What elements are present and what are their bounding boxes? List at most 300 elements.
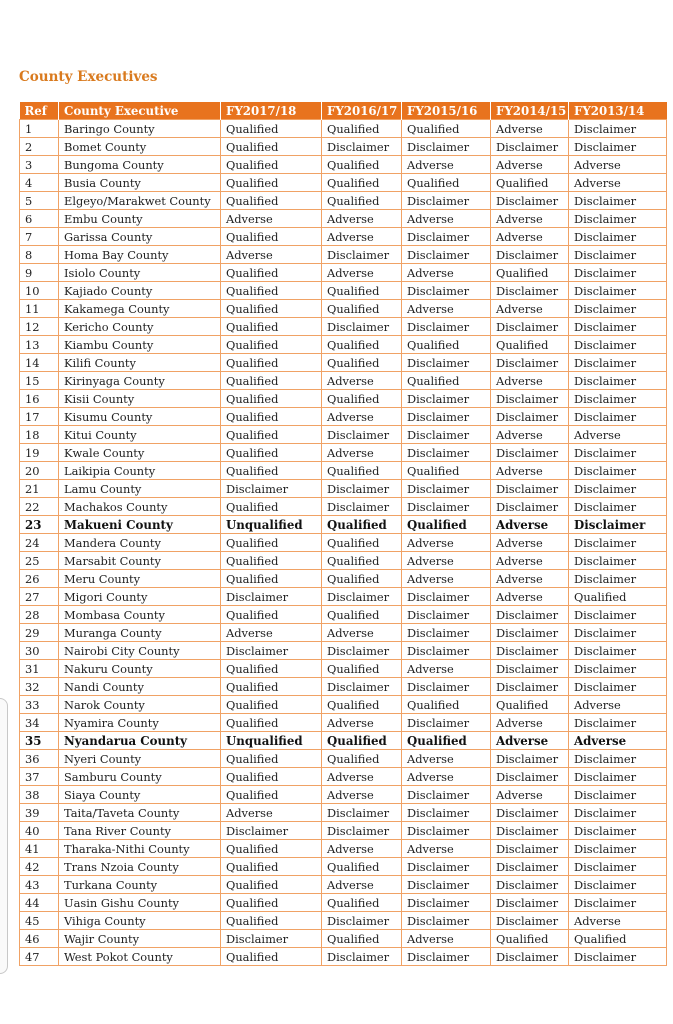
cell-fy2016-17: Disclaimer <box>322 138 402 156</box>
table-row <box>20 948 667 966</box>
cell-fy2015-16: Qualified <box>402 516 491 534</box>
cell-fy2015-16: Disclaimer <box>402 786 491 804</box>
cell-fy2017-18: Disclaimer <box>221 480 322 498</box>
cell-ref: 10 <box>20 282 59 300</box>
cell-fy2015-16: Disclaimer <box>402 876 491 894</box>
cell-fy2014-15: Adverse <box>491 156 569 174</box>
cell-fy2017-18: Qualified <box>221 912 322 930</box>
cell-county: Marsabit County <box>59 552 221 570</box>
cell-ref: 5 <box>20 192 59 210</box>
cell-fy2015-16: Adverse <box>402 930 491 948</box>
table-row <box>20 750 667 768</box>
cell-fy2017-18: Qualified <box>221 228 322 246</box>
cell-fy2013-14: Disclaimer <box>569 390 667 408</box>
cell-county: Bomet County <box>59 138 221 156</box>
cell-fy2017-18: Adverse <box>221 804 322 822</box>
cell-fy2013-14: Disclaimer <box>569 282 667 300</box>
cell-county: Busia County <box>59 174 221 192</box>
cell-fy2017-18: Qualified <box>221 426 322 444</box>
cell-fy2016-17: Disclaimer <box>322 480 402 498</box>
cell-fy2013-14: Disclaimer <box>569 516 667 534</box>
cell-fy2013-14: Disclaimer <box>569 480 667 498</box>
cell-fy2017-18: Qualified <box>221 948 322 966</box>
cell-ref: 14 <box>20 354 59 372</box>
cell-fy2014-15: Disclaimer <box>491 480 569 498</box>
cell-fy2014-15: Disclaimer <box>491 408 569 426</box>
cell-fy2014-15: Qualified <box>491 174 569 192</box>
cell-fy2017-18: Qualified <box>221 750 322 768</box>
cell-fy2017-18: Adverse <box>221 246 322 264</box>
table-row <box>20 804 667 822</box>
cell-fy2015-16: Adverse <box>402 300 491 318</box>
cell-ref: 36 <box>20 750 59 768</box>
cell-fy2014-15: Disclaimer <box>491 498 569 516</box>
cell-fy2015-16: Disclaimer <box>402 246 491 264</box>
cell-fy2014-15: Adverse <box>491 516 569 534</box>
cell-fy2014-15: Disclaimer <box>491 444 569 462</box>
cell-county: Trans Nzoia County <box>59 858 221 876</box>
table-row <box>20 912 667 930</box>
table-row <box>20 264 667 282</box>
cell-fy2016-17: Qualified <box>322 336 402 354</box>
cell-fy2017-18: Qualified <box>221 408 322 426</box>
cell-fy2015-16: Disclaimer <box>402 606 491 624</box>
cell-fy2017-18: Qualified <box>221 156 322 174</box>
cell-fy2014-15: Adverse <box>491 426 569 444</box>
cell-fy2015-16: Qualified <box>402 120 491 138</box>
table-row <box>20 930 667 948</box>
cell-fy2016-17: Qualified <box>322 732 402 750</box>
cell-fy2014-15: Disclaimer <box>491 642 569 660</box>
cell-fy2016-17: Disclaimer <box>322 822 402 840</box>
cell-county: Kakamega County <box>59 300 221 318</box>
cell-ref: 3 <box>20 156 59 174</box>
cell-fy2016-17: Adverse <box>322 444 402 462</box>
cell-county: Kirinyaga County <box>59 372 221 390</box>
cell-fy2017-18: Qualified <box>221 876 322 894</box>
cell-county: Wajir County <box>59 930 221 948</box>
table-row <box>20 480 667 498</box>
table-row <box>20 822 667 840</box>
table-row <box>20 552 667 570</box>
cell-fy2017-18: Qualified <box>221 300 322 318</box>
cell-fy2013-14: Disclaimer <box>569 840 667 858</box>
table-row <box>20 606 667 624</box>
table-row <box>20 786 667 804</box>
cell-ref: 4 <box>20 174 59 192</box>
cell-fy2016-17: Qualified <box>322 552 402 570</box>
cell-fy2015-16: Adverse <box>402 264 491 282</box>
cell-ref: 21 <box>20 480 59 498</box>
cell-fy2017-18: Unqualified <box>221 732 322 750</box>
cell-fy2016-17: Adverse <box>322 228 402 246</box>
cell-fy2013-14: Adverse <box>569 696 667 714</box>
cell-fy2015-16: Adverse <box>402 552 491 570</box>
cell-county: Migori County <box>59 588 221 606</box>
cell-fy2017-18: Disclaimer <box>221 822 322 840</box>
cell-fy2014-15: Disclaimer <box>491 804 569 822</box>
cell-fy2017-18: Qualified <box>221 840 322 858</box>
cell-fy2014-15: Qualified <box>491 336 569 354</box>
cell-ref: 47 <box>20 948 59 966</box>
table-row <box>20 732 667 750</box>
cell-fy2013-14: Qualified <box>569 588 667 606</box>
cell-fy2014-15: Adverse <box>491 714 569 732</box>
cell-fy2015-16: Adverse <box>402 570 491 588</box>
cell-fy2016-17: Adverse <box>322 210 402 228</box>
cell-fy2014-15: Disclaimer <box>491 948 569 966</box>
cell-fy2016-17: Disclaimer <box>322 804 402 822</box>
cell-fy2014-15: Disclaimer <box>491 138 569 156</box>
table-row <box>20 174 667 192</box>
cell-fy2015-16: Qualified <box>402 696 491 714</box>
cell-county: Laikipia County <box>59 462 221 480</box>
cell-fy2017-18: Qualified <box>221 678 322 696</box>
cell-fy2013-14: Disclaimer <box>569 264 667 282</box>
cell-fy2015-16: Disclaimer <box>402 714 491 732</box>
cell-county: Bungoma County <box>59 156 221 174</box>
cell-fy2015-16: Adverse <box>402 768 491 786</box>
table-row <box>20 246 667 264</box>
cell-county: Nakuru County <box>59 660 221 678</box>
cell-fy2015-16: Qualified <box>402 732 491 750</box>
table-row <box>20 354 667 372</box>
cell-fy2017-18: Qualified <box>221 786 322 804</box>
cell-fy2015-16: Adverse <box>402 210 491 228</box>
cell-fy2013-14: Disclaimer <box>569 804 667 822</box>
cell-ref: 44 <box>20 894 59 912</box>
cell-ref: 22 <box>20 498 59 516</box>
cell-fy2017-18: Qualified <box>221 282 322 300</box>
cell-ref: 2 <box>20 138 59 156</box>
table-row <box>20 498 667 516</box>
cell-fy2016-17: Qualified <box>322 462 402 480</box>
cell-fy2016-17: Qualified <box>322 858 402 876</box>
cell-fy2016-17: Disclaimer <box>322 426 402 444</box>
cell-fy2015-16: Disclaimer <box>402 390 491 408</box>
cell-fy2015-16: Disclaimer <box>402 858 491 876</box>
cell-ref: 18 <box>20 426 59 444</box>
cell-fy2017-18: Qualified <box>221 894 322 912</box>
cell-fy2013-14: Disclaimer <box>569 444 667 462</box>
cell-fy2017-18: Qualified <box>221 498 322 516</box>
cell-fy2013-14: Disclaimer <box>569 606 667 624</box>
cell-fy2014-15: Disclaimer <box>491 768 569 786</box>
cell-fy2013-14: Disclaimer <box>569 120 667 138</box>
cell-fy2013-14: Disclaimer <box>569 750 667 768</box>
cell-county: Homa Bay County <box>59 246 221 264</box>
cell-fy2014-15: Qualified <box>491 264 569 282</box>
cell-county: Nairobi City County <box>59 642 221 660</box>
cell-county: West Pokot County <box>59 948 221 966</box>
cell-fy2017-18: Adverse <box>221 210 322 228</box>
cell-fy2014-15: Disclaimer <box>491 912 569 930</box>
cell-fy2015-16: Disclaimer <box>402 912 491 930</box>
cell-fy2016-17: Qualified <box>322 174 402 192</box>
cell-fy2013-14: Disclaimer <box>569 210 667 228</box>
cell-fy2016-17: Disclaimer <box>322 498 402 516</box>
cell-fy2014-15: Qualified <box>491 696 569 714</box>
cell-fy2014-15: Disclaimer <box>491 894 569 912</box>
cell-fy2013-14: Disclaimer <box>569 714 667 732</box>
cell-ref: 43 <box>20 876 59 894</box>
cell-ref: 42 <box>20 858 59 876</box>
page-edge-tab <box>0 698 8 974</box>
cell-fy2017-18: Qualified <box>221 336 322 354</box>
table-row <box>20 714 667 732</box>
cell-fy2015-16: Disclaimer <box>402 444 491 462</box>
table-row <box>20 444 667 462</box>
cell-ref: 19 <box>20 444 59 462</box>
cell-fy2016-17: Qualified <box>322 516 402 534</box>
cell-fy2016-17: Qualified <box>322 156 402 174</box>
cell-fy2016-17: Qualified <box>322 192 402 210</box>
cell-fy2014-15: Adverse <box>491 120 569 138</box>
cell-fy2013-14: Disclaimer <box>569 894 667 912</box>
cell-fy2015-16: Disclaimer <box>402 948 491 966</box>
cell-fy2015-16: Adverse <box>402 534 491 552</box>
table-row <box>20 642 667 660</box>
cell-fy2016-17: Adverse <box>322 768 402 786</box>
cell-fy2017-18: Qualified <box>221 696 322 714</box>
cell-fy2013-14: Disclaimer <box>569 354 667 372</box>
cell-county: Uasin Gishu County <box>59 894 221 912</box>
cell-county: Kitui County <box>59 426 221 444</box>
cell-ref: 40 <box>20 822 59 840</box>
cell-fy2016-17: Adverse <box>322 786 402 804</box>
table-header-row <box>20 102 667 120</box>
cell-fy2017-18: Qualified <box>221 570 322 588</box>
cell-fy2014-15: Disclaimer <box>491 390 569 408</box>
cell-county: Taita/Taveta County <box>59 804 221 822</box>
cell-county: Mombasa County <box>59 606 221 624</box>
cell-fy2013-14: Disclaimer <box>569 246 667 264</box>
cell-fy2017-18: Disclaimer <box>221 642 322 660</box>
cell-ref: 25 <box>20 552 59 570</box>
cell-ref: 38 <box>20 786 59 804</box>
cell-fy2015-16: Qualified <box>402 372 491 390</box>
cell-county: Mandera County <box>59 534 221 552</box>
cell-fy2016-17: Adverse <box>322 264 402 282</box>
cell-fy2017-18: Qualified <box>221 714 322 732</box>
cell-ref: 31 <box>20 660 59 678</box>
cell-fy2016-17: Disclaimer <box>322 912 402 930</box>
cell-fy2013-14: Disclaimer <box>569 336 667 354</box>
cell-ref: 32 <box>20 678 59 696</box>
cell-fy2013-14: Disclaimer <box>569 570 667 588</box>
cell-fy2013-14: Disclaimer <box>569 678 667 696</box>
cell-ref: 46 <box>20 930 59 948</box>
cell-ref: 8 <box>20 246 59 264</box>
cell-fy2015-16: Disclaimer <box>402 318 491 336</box>
cell-ref: 12 <box>20 318 59 336</box>
cell-fy2016-17: Disclaimer <box>322 246 402 264</box>
table-row <box>20 210 667 228</box>
cell-ref: 24 <box>20 534 59 552</box>
cell-fy2014-15: Adverse <box>491 732 569 750</box>
table-row <box>20 696 667 714</box>
cell-fy2014-15: Disclaimer <box>491 192 569 210</box>
cell-fy2013-14: Disclaimer <box>569 876 667 894</box>
cell-county: Machakos County <box>59 498 221 516</box>
cell-ref: 11 <box>20 300 59 318</box>
cell-ref: 27 <box>20 588 59 606</box>
cell-county: Nyandarua County <box>59 732 221 750</box>
cell-county: Nyeri County <box>59 750 221 768</box>
column-header-ref: Ref <box>20 102 59 120</box>
column-header-fy2015-16: FY2015/16 <box>402 102 491 120</box>
cell-ref: 9 <box>20 264 59 282</box>
cell-ref: 17 <box>20 408 59 426</box>
table-row <box>20 516 667 534</box>
table-row <box>20 318 667 336</box>
column-header-fy2016-17: FY2016/17 <box>322 102 402 120</box>
cell-fy2016-17: Adverse <box>322 624 402 642</box>
cell-fy2016-17: Adverse <box>322 714 402 732</box>
table-row <box>20 282 667 300</box>
table-row <box>20 228 667 246</box>
cell-ref: 20 <box>20 462 59 480</box>
table-row <box>20 876 667 894</box>
table-row <box>20 624 667 642</box>
cell-fy2014-15: Adverse <box>491 372 569 390</box>
cell-county: Kajiado County <box>59 282 221 300</box>
cell-fy2015-16: Disclaimer <box>402 498 491 516</box>
cell-fy2014-15: Disclaimer <box>491 858 569 876</box>
cell-fy2016-17: Qualified <box>322 570 402 588</box>
cell-county: Meru County <box>59 570 221 588</box>
cell-fy2014-15: Adverse <box>491 570 569 588</box>
cell-ref: 45 <box>20 912 59 930</box>
cell-fy2014-15: Disclaimer <box>491 750 569 768</box>
column-header-fy2013-14: FY2013/14 <box>569 102 667 120</box>
cell-fy2014-15: Disclaimer <box>491 282 569 300</box>
cell-fy2014-15: Disclaimer <box>491 876 569 894</box>
cell-fy2014-15: Disclaimer <box>491 840 569 858</box>
cell-fy2016-17: Disclaimer <box>322 318 402 336</box>
cell-county: Tana River County <box>59 822 221 840</box>
cell-fy2017-18: Qualified <box>221 534 322 552</box>
cell-fy2015-16: Disclaimer <box>402 138 491 156</box>
cell-fy2015-16: Disclaimer <box>402 894 491 912</box>
cell-fy2015-16: Adverse <box>402 660 491 678</box>
cell-fy2017-18: Qualified <box>221 768 322 786</box>
cell-fy2014-15: Disclaimer <box>491 318 569 336</box>
cell-fy2014-15: Disclaimer <box>491 354 569 372</box>
cell-ref: 16 <box>20 390 59 408</box>
cell-fy2017-18: Qualified <box>221 660 322 678</box>
cell-fy2015-16: Disclaimer <box>402 822 491 840</box>
cell-ref: 15 <box>20 372 59 390</box>
cell-fy2013-14: Qualified <box>569 930 667 948</box>
cell-county: Muranga County <box>59 624 221 642</box>
column-header-fy2014-15: FY2014/15 <box>491 102 569 120</box>
cell-fy2016-17: Qualified <box>322 282 402 300</box>
cell-fy2014-15: Disclaimer <box>491 822 569 840</box>
cell-fy2017-18: Disclaimer <box>221 930 322 948</box>
cell-fy2015-16: Disclaimer <box>402 282 491 300</box>
cell-ref: 33 <box>20 696 59 714</box>
cell-fy2017-18: Qualified <box>221 606 322 624</box>
cell-fy2014-15: Adverse <box>491 210 569 228</box>
cell-fy2014-15: Disclaimer <box>491 678 569 696</box>
cell-fy2014-15: Disclaimer <box>491 606 569 624</box>
cell-fy2017-18: Qualified <box>221 372 322 390</box>
cell-county: Kwale County <box>59 444 221 462</box>
cell-fy2013-14: Disclaimer <box>569 948 667 966</box>
cell-fy2016-17: Qualified <box>322 930 402 948</box>
cell-county: Kericho County <box>59 318 221 336</box>
cell-fy2013-14: Disclaimer <box>569 786 667 804</box>
cell-county: Nyamira County <box>59 714 221 732</box>
cell-fy2013-14: Disclaimer <box>569 768 667 786</box>
cell-fy2014-15: Adverse <box>491 228 569 246</box>
cell-ref: 7 <box>20 228 59 246</box>
cell-fy2017-18: Qualified <box>221 354 322 372</box>
cell-county: Elgeyo/Marakwet County <box>59 192 221 210</box>
table-row <box>20 570 667 588</box>
cell-county: Kisumu County <box>59 408 221 426</box>
cell-fy2013-14: Disclaimer <box>569 534 667 552</box>
table-row <box>20 426 667 444</box>
cell-fy2013-14: Disclaimer <box>569 660 667 678</box>
cell-fy2016-17: Adverse <box>322 840 402 858</box>
cell-fy2013-14: Disclaimer <box>569 228 667 246</box>
cell-fy2015-16: Disclaimer <box>402 192 491 210</box>
cell-fy2015-16: Disclaimer <box>402 588 491 606</box>
table-row <box>20 390 667 408</box>
cell-fy2015-16: Adverse <box>402 840 491 858</box>
table-row <box>20 462 667 480</box>
cell-fy2015-16: Disclaimer <box>402 480 491 498</box>
cell-fy2016-17: Disclaimer <box>322 642 402 660</box>
table-row <box>20 840 667 858</box>
cell-fy2016-17: Adverse <box>322 876 402 894</box>
table-row <box>20 408 667 426</box>
cell-county: Garissa County <box>59 228 221 246</box>
cell-fy2014-15: Adverse <box>491 552 569 570</box>
cell-fy2014-15: Adverse <box>491 534 569 552</box>
cell-county: Vihiga County <box>59 912 221 930</box>
cell-fy2016-17: Qualified <box>322 660 402 678</box>
cell-fy2014-15: Disclaimer <box>491 246 569 264</box>
cell-fy2017-18: Qualified <box>221 264 322 282</box>
cell-ref: 37 <box>20 768 59 786</box>
cell-county: Baringo County <box>59 120 221 138</box>
table-row <box>20 894 667 912</box>
cell-county: Lamu County <box>59 480 221 498</box>
cell-fy2013-14: Adverse <box>569 174 667 192</box>
cell-fy2017-18: Disclaimer <box>221 588 322 606</box>
cell-ref: 35 <box>20 732 59 750</box>
cell-fy2015-16: Disclaimer <box>402 354 491 372</box>
cell-fy2017-18: Qualified <box>221 858 322 876</box>
cell-fy2013-14: Disclaimer <box>569 138 667 156</box>
cell-ref: 30 <box>20 642 59 660</box>
cell-fy2015-16: Qualified <box>402 462 491 480</box>
page-title: County Executives <box>19 69 158 85</box>
cell-fy2016-17: Qualified <box>322 606 402 624</box>
cell-fy2015-16: Qualified <box>402 174 491 192</box>
cell-fy2017-18: Qualified <box>221 138 322 156</box>
cell-fy2016-17: Qualified <box>322 120 402 138</box>
table-row <box>20 192 667 210</box>
cell-fy2016-17: Qualified <box>322 390 402 408</box>
cell-fy2017-18: Qualified <box>221 444 322 462</box>
cell-fy2013-14: Disclaimer <box>569 498 667 516</box>
cell-fy2015-16: Disclaimer <box>402 804 491 822</box>
cell-fy2014-15: Qualified <box>491 930 569 948</box>
